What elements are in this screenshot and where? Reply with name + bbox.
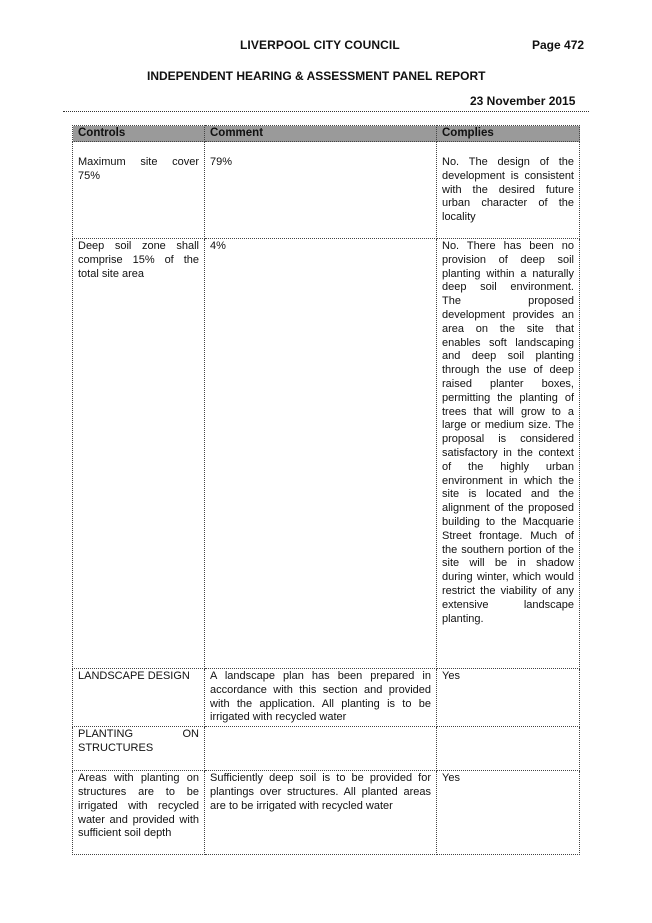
council-name: LIVERPOOL CITY COUNCIL	[240, 38, 400, 52]
control-cell	[73, 239, 205, 669]
complies-text: Yes	[442, 670, 460, 682]
controls-table	[72, 125, 580, 855]
comment-text: Sufficiently deep soil is to be provided for plantings over structures. All planted areas are to be irrigated with recycled water	[210, 772, 431, 812]
comment-text: A landscape plan has been prepared in accordance with this section and provided with the application. All planting is to be irrigated with recycled water	[210, 670, 431, 724]
complies-cell	[437, 771, 580, 855]
comment-cell	[205, 669, 437, 727]
control-text: LANDSCAPE DESIGN	[78, 670, 190, 682]
header-divider	[63, 111, 589, 112]
control-text: Areas with planting on structures are to be irrigated with recycled water and provided with sufficient soil depth	[78, 772, 199, 840]
comment-cell	[205, 771, 437, 855]
table-row	[73, 669, 580, 727]
control-text: Deep soil zone shall comprise 15% of the total site area	[78, 240, 199, 280]
comment-cell	[205, 239, 437, 669]
column-header-comment: Comment	[205, 126, 437, 142]
comment-cell	[205, 727, 437, 771]
complies-cell	[437, 669, 580, 727]
table-row	[73, 239, 580, 669]
report-title: INDEPENDENT HEARING & ASSESSMENT PANEL REPORT	[147, 69, 486, 83]
complies-cell	[437, 142, 580, 239]
column-header-controls: Controls	[73, 126, 205, 142]
control-cell	[73, 771, 205, 855]
comment-cell	[205, 142, 437, 239]
report-date: 23 November 2015	[470, 94, 576, 108]
complies-text: No. The design of the development is consistent with the desired future urban character of the locality	[442, 156, 574, 224]
control-cell	[73, 727, 205, 771]
table-header-row	[73, 126, 580, 142]
complies-text: No. There has been no provision of deep soil planting within a naturally deep soil environment. The proposed development provides an area on the site that enables soft landscaping and deep soil planting through the use of deep raised planter boxes, permitting the planting of trees that will grow to a large or medium size. The proposal is considered satisfactory in the context of the highly urban environment in which the site is located and the alignment of the proposed building to the Macquarie Street frontage. Much of the southern portion of the site will be in shadow during winter, which would restrict the viability of any extensive landscape planting.	[442, 240, 574, 625]
complies-text: Yes	[442, 772, 460, 785]
table-row	[73, 727, 580, 771]
table-row	[73, 771, 580, 855]
control-text: Maximum site cover 75%	[78, 156, 199, 182]
control-text: PLANTING ON STRUCTURES	[78, 728, 199, 754]
complies-cell	[437, 239, 580, 669]
table-row	[73, 142, 580, 239]
control-cell	[73, 669, 205, 727]
control-cell	[73, 142, 205, 239]
comment-text: 4%	[210, 240, 226, 252]
column-header-complies: Complies	[437, 126, 580, 142]
comment-text: 79%	[210, 156, 233, 168]
page-number: Page 472	[532, 38, 585, 52]
complies-cell	[437, 727, 580, 771]
